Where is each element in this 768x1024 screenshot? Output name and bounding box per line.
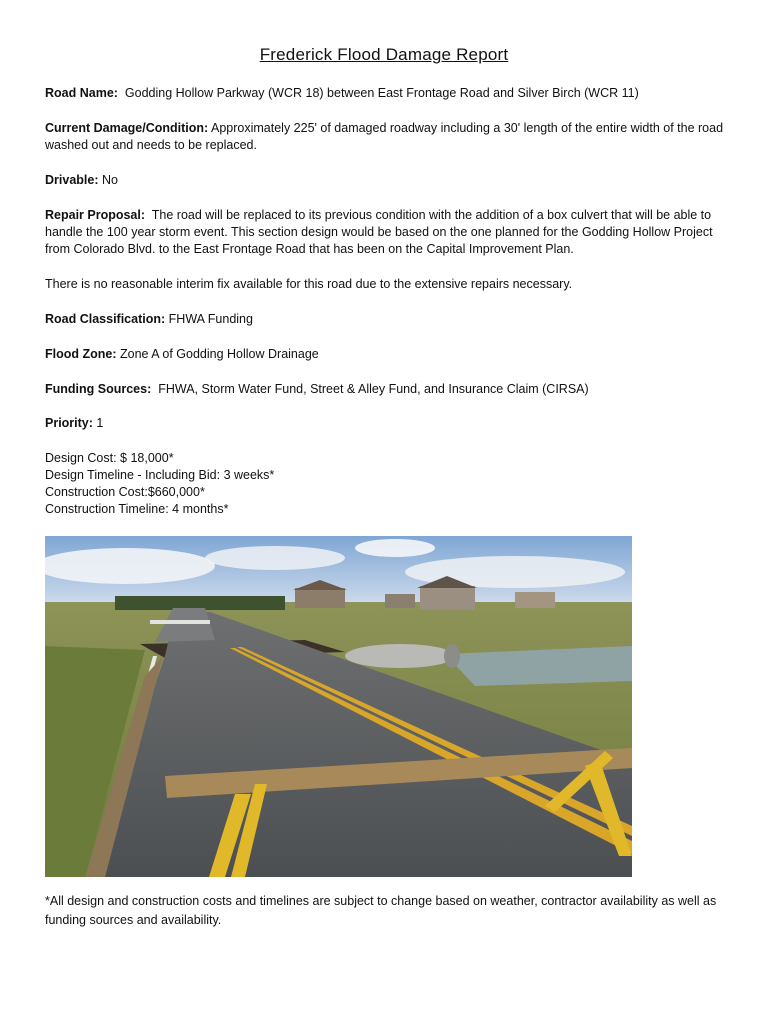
flood-damage-photo bbox=[45, 536, 632, 877]
cost-value: 3 weeks* bbox=[223, 468, 275, 482]
tree-line bbox=[115, 596, 285, 610]
house bbox=[295, 588, 345, 608]
repair-proposal-label: Repair Proposal: bbox=[45, 208, 146, 222]
cost-label: Design Timeline - Including Bid: bbox=[45, 468, 221, 482]
interim-note: There is no reasonable interim fix available for this road due to the extensive repairs necessary. bbox=[45, 277, 573, 291]
cost-label: Construction Timeline: bbox=[45, 502, 169, 516]
drivable-line bbox=[45, 172, 725, 189]
current-damage-value: Approximately 225' of damaged roadway including a 30' length of the entire width of the road washed out and needs to be replaced. bbox=[45, 121, 724, 152]
funding-sources-value: FHWA, Storm Water Fund, Street & Alley Fund, and Insurance Claim (CIRSA) bbox=[158, 382, 589, 396]
current-damage-line bbox=[45, 120, 725, 154]
road-name-label: Road Name: bbox=[45, 86, 118, 100]
cloud bbox=[355, 539, 435, 557]
funding-sources-label: Funding Sources: bbox=[45, 382, 152, 396]
footnote: *All design and construction costs and timelines are subject to change based on weather, contractor availability as well as funding sources and availability. bbox=[45, 894, 717, 927]
house bbox=[515, 592, 555, 608]
priority-value: 1 bbox=[96, 416, 104, 430]
cost-value: 4 months* bbox=[172, 502, 229, 516]
cost-value: $660,000* bbox=[147, 485, 205, 499]
drivable-label: Drivable: bbox=[45, 173, 99, 187]
cost-label: Design Cost: bbox=[45, 451, 117, 465]
cost-item bbox=[45, 450, 725, 467]
cloud bbox=[205, 546, 345, 570]
far-barricade bbox=[150, 620, 210, 624]
cost-item bbox=[45, 484, 725, 501]
cost-value: $ 18,000* bbox=[120, 451, 174, 465]
house bbox=[385, 594, 415, 608]
repair-proposal-line bbox=[45, 207, 725, 258]
current-damage-label: Current Damage/Condition: bbox=[45, 121, 209, 135]
priority-label: Priority: bbox=[45, 416, 93, 430]
road-name-line bbox=[45, 85, 725, 102]
road-classification-value: FHWA Funding bbox=[168, 312, 253, 326]
cost-item bbox=[45, 501, 725, 518]
report-title: Frederick Flood Damage Report bbox=[259, 45, 509, 64]
funding-sources-line bbox=[45, 381, 725, 398]
road-classification-label: Road Classification: bbox=[45, 312, 166, 326]
flood-zone-label: Flood Zone: bbox=[45, 347, 117, 361]
repair-proposal-value: The road will be replaced to its previous condition with the addition of a box culvert that will be able to handle the 100 year storm event. This section design would be based on the one planned for the Godding Hollow Project from Colorado Blvd. to the East Frontage Road that has been on the Capital Improvement Plan. bbox=[45, 208, 713, 256]
culvert-opening bbox=[444, 644, 460, 668]
road-name-value: Godding Hollow Parkway (WCR 18) between East Frontage Road and Silver Birch (WCR 11) bbox=[124, 86, 639, 100]
flood-zone-value: Zone A of Godding Hollow Drainage bbox=[120, 347, 319, 361]
flood-zone-line bbox=[45, 346, 725, 363]
cost-list bbox=[45, 450, 725, 518]
drivable-value: No bbox=[101, 173, 118, 187]
cost-label: Construction Cost: bbox=[45, 485, 148, 499]
culvert-pipe bbox=[345, 644, 455, 668]
house bbox=[420, 586, 475, 610]
cost-item bbox=[45, 467, 725, 484]
priority-line bbox=[45, 415, 725, 432]
road-classification-line bbox=[45, 311, 725, 328]
